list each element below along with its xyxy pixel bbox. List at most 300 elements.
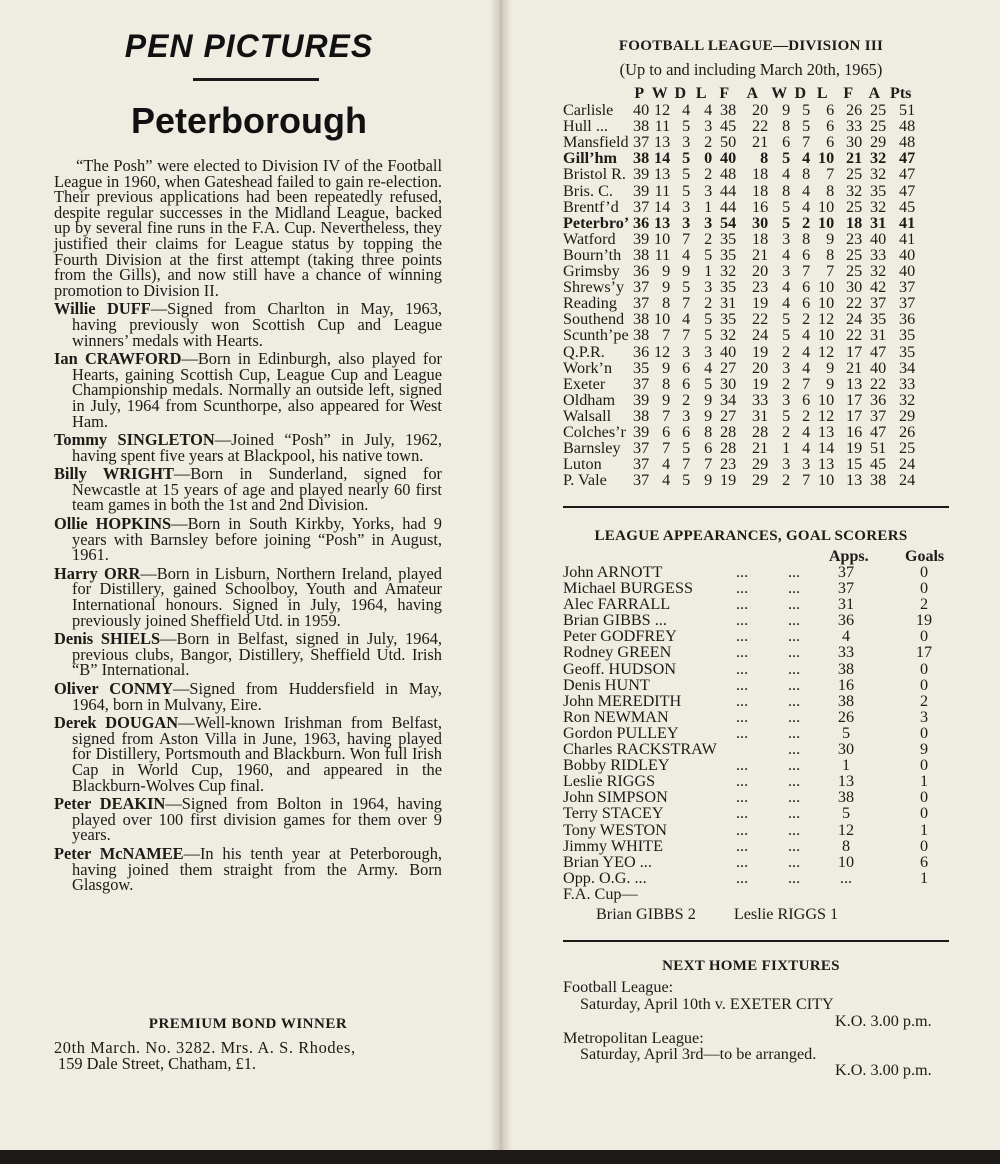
list-item — [563, 725, 949, 741]
team-name: Mansfield — [563, 133, 629, 152]
table-cell: 32 — [870, 149, 887, 168]
table-cell: 4 — [682, 101, 691, 120]
player-description: —Born in Belfast, signed in July, 1964, previous clubs, Bangor, Distillery, Sheffield Utd. Irish “B” International. — [72, 629, 442, 680]
list-item — [563, 596, 949, 612]
table-row — [563, 134, 915, 150]
column-header — [563, 86, 629, 102]
team-name: Oldham — [563, 390, 616, 409]
player-profile — [54, 796, 442, 843]
league-table-header — [563, 86, 915, 102]
player-profile — [54, 715, 442, 793]
leader-dots: ... — [736, 579, 749, 598]
scorer-name: Tony WESTON — [563, 820, 667, 839]
table-cell: 4 — [802, 439, 811, 458]
table-cell: 8 — [704, 422, 713, 441]
table-cell: 54 — [720, 213, 737, 232]
table-cell: 35 — [899, 326, 916, 345]
leader-dots: ... — [788, 836, 801, 855]
bottom-edge — [0, 1150, 1000, 1164]
table-cell: 6 — [682, 422, 691, 441]
player-name: Denis SHIELS — [54, 629, 161, 649]
leader-dots: ... — [736, 723, 749, 742]
appearances-value: 38 — [837, 659, 855, 678]
fixture-league-label: Football League: — [563, 978, 674, 996]
table-cell: 4 — [802, 326, 811, 345]
table-cell: 47 — [899, 165, 916, 184]
table-cell: 22 — [752, 117, 769, 136]
leader-dots: ... — [788, 659, 801, 678]
table-cell: 14 — [654, 197, 671, 216]
table-cell: 47 — [870, 342, 887, 361]
table-cell: 45 — [899, 197, 916, 216]
appearances-value: 5 — [841, 804, 851, 823]
column-header: L — [695, 85, 707, 102]
table-cell: 5 — [802, 101, 811, 120]
table-cell: 2 — [704, 165, 713, 184]
table-cell: 34 — [899, 358, 916, 377]
table-cell: 5 — [782, 149, 791, 168]
table-cell: 41 — [899, 229, 916, 248]
table-cell: 25 — [846, 165, 863, 184]
table-cell: 12 — [654, 342, 671, 361]
table-cell: 6 — [802, 294, 811, 313]
table-cell: 48 — [720, 165, 737, 184]
table-cell: 4 — [802, 358, 811, 377]
appearances-value: 4 — [841, 627, 851, 646]
leader-dots: ... — [736, 707, 749, 726]
table-cell: 1 — [704, 197, 713, 216]
table-cell: 5 — [682, 278, 691, 297]
table-cell: 10 — [654, 310, 671, 329]
leader-dots: ... — [788, 627, 801, 646]
table-cell: 9 — [704, 390, 713, 409]
table-cell: 3 — [782, 229, 791, 248]
leader-dots: ... — [736, 691, 749, 710]
table-cell: 10 — [818, 149, 835, 168]
table-cell: 5 — [782, 326, 791, 345]
table-cell: 10 — [818, 278, 835, 297]
table-cell: 37 — [870, 294, 887, 313]
fixture-league-match: Saturday, April 10th v. EXETER CITY — [580, 995, 834, 1013]
table-cell: 33 — [752, 390, 769, 409]
column-header: L — [816, 85, 828, 102]
table-cell: 47 — [870, 422, 887, 441]
table-cell: 9 — [662, 278, 671, 297]
table-cell: 9 — [704, 406, 713, 425]
list-item — [563, 564, 949, 580]
scorer-name: Leslie RIGGS — [563, 772, 656, 791]
table-cell: 35 — [720, 229, 737, 248]
premium-bond-line2: 159 Dale Street, Chatham, £1. — [58, 1054, 257, 1073]
table-cell: 9 — [662, 358, 671, 377]
table-cell: 8 — [760, 149, 769, 168]
apps-header: Apps. — [829, 548, 869, 565]
list-item — [563, 741, 949, 757]
table-cell: 0 — [704, 149, 713, 168]
divider-rule — [563, 506, 949, 508]
goals-value: 0 — [919, 579, 929, 598]
leader-dots: ... — [788, 595, 801, 614]
player-description: —Born in Lisburn, Northern Ireland, played for Distillery, gained Schoolboy, Youth and Amateur International honours. Signed in July, 1964, having previously joined Sheffield Utd. in 1959. — [72, 563, 442, 630]
table-row — [563, 199, 915, 215]
player-name: Ollie HOPKINS — [54, 514, 172, 534]
appearances-value: 1 — [841, 756, 851, 775]
table-cell: 13 — [654, 165, 671, 184]
table-cell: 4 — [802, 422, 811, 441]
table-cell: 3 — [682, 133, 691, 152]
team-name: Shrews’y — [563, 278, 625, 297]
table-cell: 28 — [720, 439, 737, 458]
table-cell: 40 — [899, 262, 916, 281]
table-cell: 30 — [752, 213, 769, 232]
table-cell: 29 — [752, 455, 769, 474]
goals-value: 0 — [919, 756, 929, 775]
table-cell: 30 — [846, 278, 863, 297]
player-name: Billy WRIGHT — [54, 464, 174, 484]
table-row — [563, 166, 915, 182]
fa-cup-scorer: Leslie RIGGS 1 — [733, 905, 839, 923]
title-rule — [193, 78, 319, 81]
scorer-name: Brian YEO ... — [563, 852, 652, 871]
table-cell: 9 — [826, 358, 835, 377]
column-header: D — [794, 85, 806, 102]
table-cell: 5 — [682, 181, 691, 200]
team-name: Carlisle — [563, 101, 614, 120]
fa-cup-label: F.A. Cup— — [563, 885, 638, 903]
table-cell: 7 — [662, 326, 671, 345]
table-cell: 14 — [654, 149, 671, 168]
leader-dots: ... — [788, 707, 801, 726]
table-cell: 21 — [846, 149, 863, 168]
table-cell: 38 — [633, 406, 650, 425]
table-cell: 34 — [720, 390, 737, 409]
table-cell: 6 — [826, 133, 835, 152]
team-name: Grimsby — [563, 262, 620, 281]
player-name: Peter DEAKIN — [54, 794, 166, 814]
table-cell: 23 — [720, 455, 737, 474]
scorer-name: Peter GODFREY — [563, 627, 677, 646]
table-cell: 39 — [633, 229, 650, 248]
column-header: P — [634, 85, 645, 102]
table-cell: 3 — [704, 213, 713, 232]
scorer-name: Bobby RIDLEY — [563, 756, 670, 775]
table-cell: 32 — [899, 390, 916, 409]
table-cell: 24 — [899, 471, 916, 490]
table-cell: 40 — [870, 358, 887, 377]
column-header: D — [674, 85, 686, 102]
team-name: Work’n — [563, 358, 613, 377]
appearances-value: 5 — [841, 723, 851, 742]
table-cell: 3 — [782, 390, 791, 409]
table-cell: 25 — [846, 245, 863, 264]
leader-dots: ... — [788, 788, 801, 807]
table-cell: 45 — [720, 117, 737, 136]
table-cell: 10 — [818, 390, 835, 409]
table-cell: 38 — [633, 245, 650, 264]
table-cell: 42 — [870, 278, 887, 297]
player-description: —Joined “Posh” in July, 1962, having spent five years at Blackpool, his native town. — [72, 430, 442, 465]
table-cell: 45 — [870, 455, 887, 474]
player-description: —Born in Edinburgh, also played for Hearts, gaining Scottish Cup, League Cup and League Championship medals. Normally an outside left, signed in July, 1964 from Scunthorpe, also appeared for West Ham. — [72, 349, 442, 431]
table-cell: 37 — [899, 294, 916, 313]
team-name: Brentf’d — [563, 197, 619, 216]
list-item — [563, 773, 949, 789]
table-cell: 37 — [633, 455, 650, 474]
list-item — [563, 822, 949, 838]
table-cell: 27 — [720, 406, 737, 425]
table-cell: 33 — [870, 245, 887, 264]
table-cell: 37 — [633, 374, 650, 393]
goals-header: Goals — [905, 548, 945, 565]
table-cell: 15 — [846, 455, 863, 474]
list-item — [563, 709, 949, 725]
fa-cup-scorers — [596, 905, 838, 924]
table-cell: 40 — [870, 229, 887, 248]
table-cell: 3 — [782, 358, 791, 377]
table-cell: 2 — [782, 422, 791, 441]
table-cell: 4 — [662, 455, 671, 474]
table-cell: 3 — [682, 197, 691, 216]
table-cell: 4 — [704, 101, 713, 120]
table-cell: 5 — [782, 406, 791, 425]
player-profile — [54, 681, 442, 712]
player-profile — [54, 563, 442, 630]
player-name: Tommy SINGLETON — [54, 430, 215, 450]
leader-dots: ... — [736, 788, 749, 807]
appearances-title: LEAGUE APPEARANCES, GOAL SCORERS — [594, 528, 908, 544]
table-cell: 38 — [720, 101, 737, 120]
table-cell: 38 — [633, 326, 650, 345]
table-row — [563, 295, 915, 311]
table-row — [563, 118, 915, 134]
table-cell: 14 — [818, 439, 835, 458]
player-description: —Signed from Huddersfield in May, 1964, born in Mulvany, Eire. — [72, 679, 442, 714]
table-cell: 1 — [704, 262, 713, 281]
player-description: —Born in Sunderland, signed for Newcastle at 15 years of age and played nearly 60 first team games in both the 1st and 2nd Division. — [72, 464, 442, 515]
table-cell: 12 — [818, 342, 835, 361]
table-cell: 3 — [704, 117, 713, 136]
table-cell: 7 — [662, 406, 671, 425]
goals-value: 2 — [919, 595, 929, 614]
table-cell: 25 — [846, 262, 863, 281]
table-cell: 37 — [633, 439, 650, 458]
table-cell: 26 — [846, 101, 863, 120]
table-cell: 21 — [752, 439, 769, 458]
player-description: —Signed from Bolton in 1964, having played over 100 first division games for them over 9 years. — [72, 794, 442, 845]
table-cell: 22 — [752, 310, 769, 329]
table-cell: 22 — [846, 294, 863, 313]
table-cell: 35 — [870, 181, 887, 200]
table-cell: 30 — [720, 374, 737, 393]
fa-cup-scorer: Brian GIBBS 2 — [596, 905, 696, 923]
premium-bond-heading: PREMIUM BOND WINNER — [148, 1016, 348, 1032]
team-name: Gill’hm — [563, 149, 617, 168]
team-name: Bourn’th — [563, 245, 622, 264]
table-cell: 35 — [720, 245, 737, 264]
table-cell: 6 — [704, 439, 713, 458]
list-item — [563, 580, 949, 596]
appearances-value: 16 — [837, 675, 855, 694]
table-cell: 4 — [782, 278, 791, 297]
table-cell: 3 — [682, 406, 691, 425]
table-cell: 24 — [899, 455, 916, 474]
table-cell: 32 — [870, 165, 887, 184]
player-description: —In his tenth year at Peterborough, having joined them straight from the Army. Born Glasgow. — [72, 843, 442, 895]
table-cell: 3 — [782, 455, 791, 474]
table-cell: 17 — [846, 390, 863, 409]
leader-dots: ... — [736, 563, 749, 581]
table-cell: 7 — [826, 262, 835, 281]
table-cell: 12 — [818, 310, 835, 329]
table-cell: 5 — [682, 165, 691, 184]
table-cell: 32 — [870, 197, 887, 216]
table-row — [563, 408, 915, 424]
player-profile — [54, 351, 442, 429]
table-cell: 22 — [870, 374, 887, 393]
table-row — [563, 327, 915, 343]
leader-dots: ... — [736, 611, 749, 630]
table-cell: 18 — [752, 181, 769, 200]
table-cell: 17 — [846, 342, 863, 361]
goals-value: 2 — [919, 691, 929, 710]
table-cell: 4 — [682, 310, 691, 329]
team-name: Barnsley — [563, 439, 621, 458]
leader-dots: ... — [788, 563, 801, 581]
table-cell: 6 — [682, 374, 691, 393]
appearances-value: 13 — [837, 772, 855, 791]
table-cell: 39 — [633, 422, 650, 441]
table-cell: 2 — [704, 133, 713, 152]
table-row — [563, 183, 915, 199]
table-cell: 37 — [633, 278, 650, 297]
table-cell: 2 — [802, 406, 811, 425]
appearances-value: 12 — [837, 820, 855, 839]
table-cell: 9 — [662, 390, 671, 409]
table-cell: 25 — [870, 101, 887, 120]
goals-value: 0 — [919, 659, 929, 678]
table-cell: 31 — [870, 326, 887, 345]
table-cell: 37 — [633, 197, 650, 216]
table-cell: 5 — [802, 117, 811, 136]
table-cell: 4 — [704, 358, 713, 377]
table-cell: 5 — [682, 149, 691, 168]
table-cell: 18 — [846, 213, 863, 232]
list-item — [563, 612, 949, 628]
table-row — [563, 231, 915, 247]
table-cell: 8 — [826, 181, 835, 200]
table-row — [563, 456, 915, 472]
column-header: Pts — [890, 85, 912, 102]
leader-dots: ... — [788, 868, 801, 887]
fixture-metro-ko: K.O. 3.00 p.m. — [835, 1061, 932, 1079]
table-cell: 36 — [633, 262, 650, 281]
scorer-name: Brian GIBBS ... — [563, 611, 667, 630]
table-cell: 4 — [782, 165, 791, 184]
table-cell: 20 — [752, 262, 769, 281]
table-cell: 40 — [633, 101, 650, 120]
table-cell: 25 — [899, 439, 916, 458]
player-name: Peter McNAMEE — [54, 843, 184, 863]
list-item — [563, 757, 949, 773]
table-cell: 5 — [704, 310, 713, 329]
table-cell: 28 — [720, 422, 737, 441]
table-cell: 12 — [654, 101, 671, 120]
team-name: Exeter — [563, 374, 606, 393]
list-item — [563, 789, 949, 805]
scorer-name: Opp. O.G. ... — [563, 868, 647, 887]
table-cell: 10 — [654, 229, 671, 248]
team-name: P. Vale — [563, 471, 607, 490]
table-row — [563, 376, 915, 392]
table-cell: 7 — [802, 133, 811, 152]
table-cell: 30 — [846, 133, 863, 152]
league-table-title: FOOTBALL LEAGUE—DIVISION III — [618, 38, 884, 54]
list-item — [563, 854, 949, 870]
team-name: Q.P.R. — [563, 342, 605, 361]
leader-dots: ... — [736, 836, 749, 855]
table-cell: 35 — [899, 342, 916, 361]
scorer-name: Jimmy WHITE — [563, 836, 663, 855]
table-cell: 18 — [752, 229, 769, 248]
table-row — [563, 102, 915, 118]
team-name: Southend — [563, 310, 625, 329]
scorer-name: Terry STACEY — [563, 804, 664, 823]
goals-value: 9 — [919, 740, 929, 759]
player-description: —Signed from Charlton in May, 1963, having previously won Scottish Cup and League winners’ medals with Hearts. — [72, 299, 442, 350]
table-row — [563, 247, 915, 263]
table-cell: 7 — [704, 455, 713, 474]
team-name: Hull ... — [563, 117, 608, 136]
table-cell: 38 — [870, 471, 887, 490]
table-cell: 2 — [802, 310, 811, 329]
leader-dots: ... — [736, 643, 749, 662]
table-cell: 36 — [633, 213, 650, 232]
table-cell: 3 — [782, 262, 791, 281]
league-table — [563, 86, 915, 488]
table-cell: 5 — [682, 439, 691, 458]
list-item — [563, 805, 949, 821]
table-cell: 32 — [720, 262, 737, 281]
club-title: Peterborough — [130, 100, 367, 141]
goals-value: 0 — [919, 788, 929, 807]
table-cell: 21 — [846, 358, 863, 377]
player-name: Derek DOUGAN — [54, 713, 179, 733]
table-cell: 37 — [633, 294, 650, 313]
column-header: F — [843, 85, 854, 102]
table-cell: 33 — [846, 117, 863, 136]
table-cell: 8 — [826, 245, 835, 264]
table-cell: 9 — [682, 262, 691, 281]
table-cell: 5 — [782, 197, 791, 216]
table-cell: 35 — [870, 310, 887, 329]
table-cell: 18 — [752, 165, 769, 184]
table-cell: 33 — [899, 374, 916, 393]
table-cell: 8 — [662, 294, 671, 313]
leader-dots: ... — [736, 675, 749, 694]
leader-dots: ... — [788, 756, 801, 775]
fixture-league-ko: K.O. 3.00 p.m. — [835, 1012, 932, 1030]
table-row — [563, 360, 915, 376]
leader-dots: ... — [736, 659, 749, 678]
table-cell: 10 — [818, 471, 835, 490]
table-row — [563, 424, 915, 440]
appearances-value: 36 — [837, 611, 855, 630]
table-cell: 6 — [662, 422, 671, 441]
page-gutter — [490, 0, 512, 1150]
leader-dots: ... — [788, 804, 801, 823]
table-cell: 8 — [662, 374, 671, 393]
table-cell: 40 — [720, 342, 737, 361]
